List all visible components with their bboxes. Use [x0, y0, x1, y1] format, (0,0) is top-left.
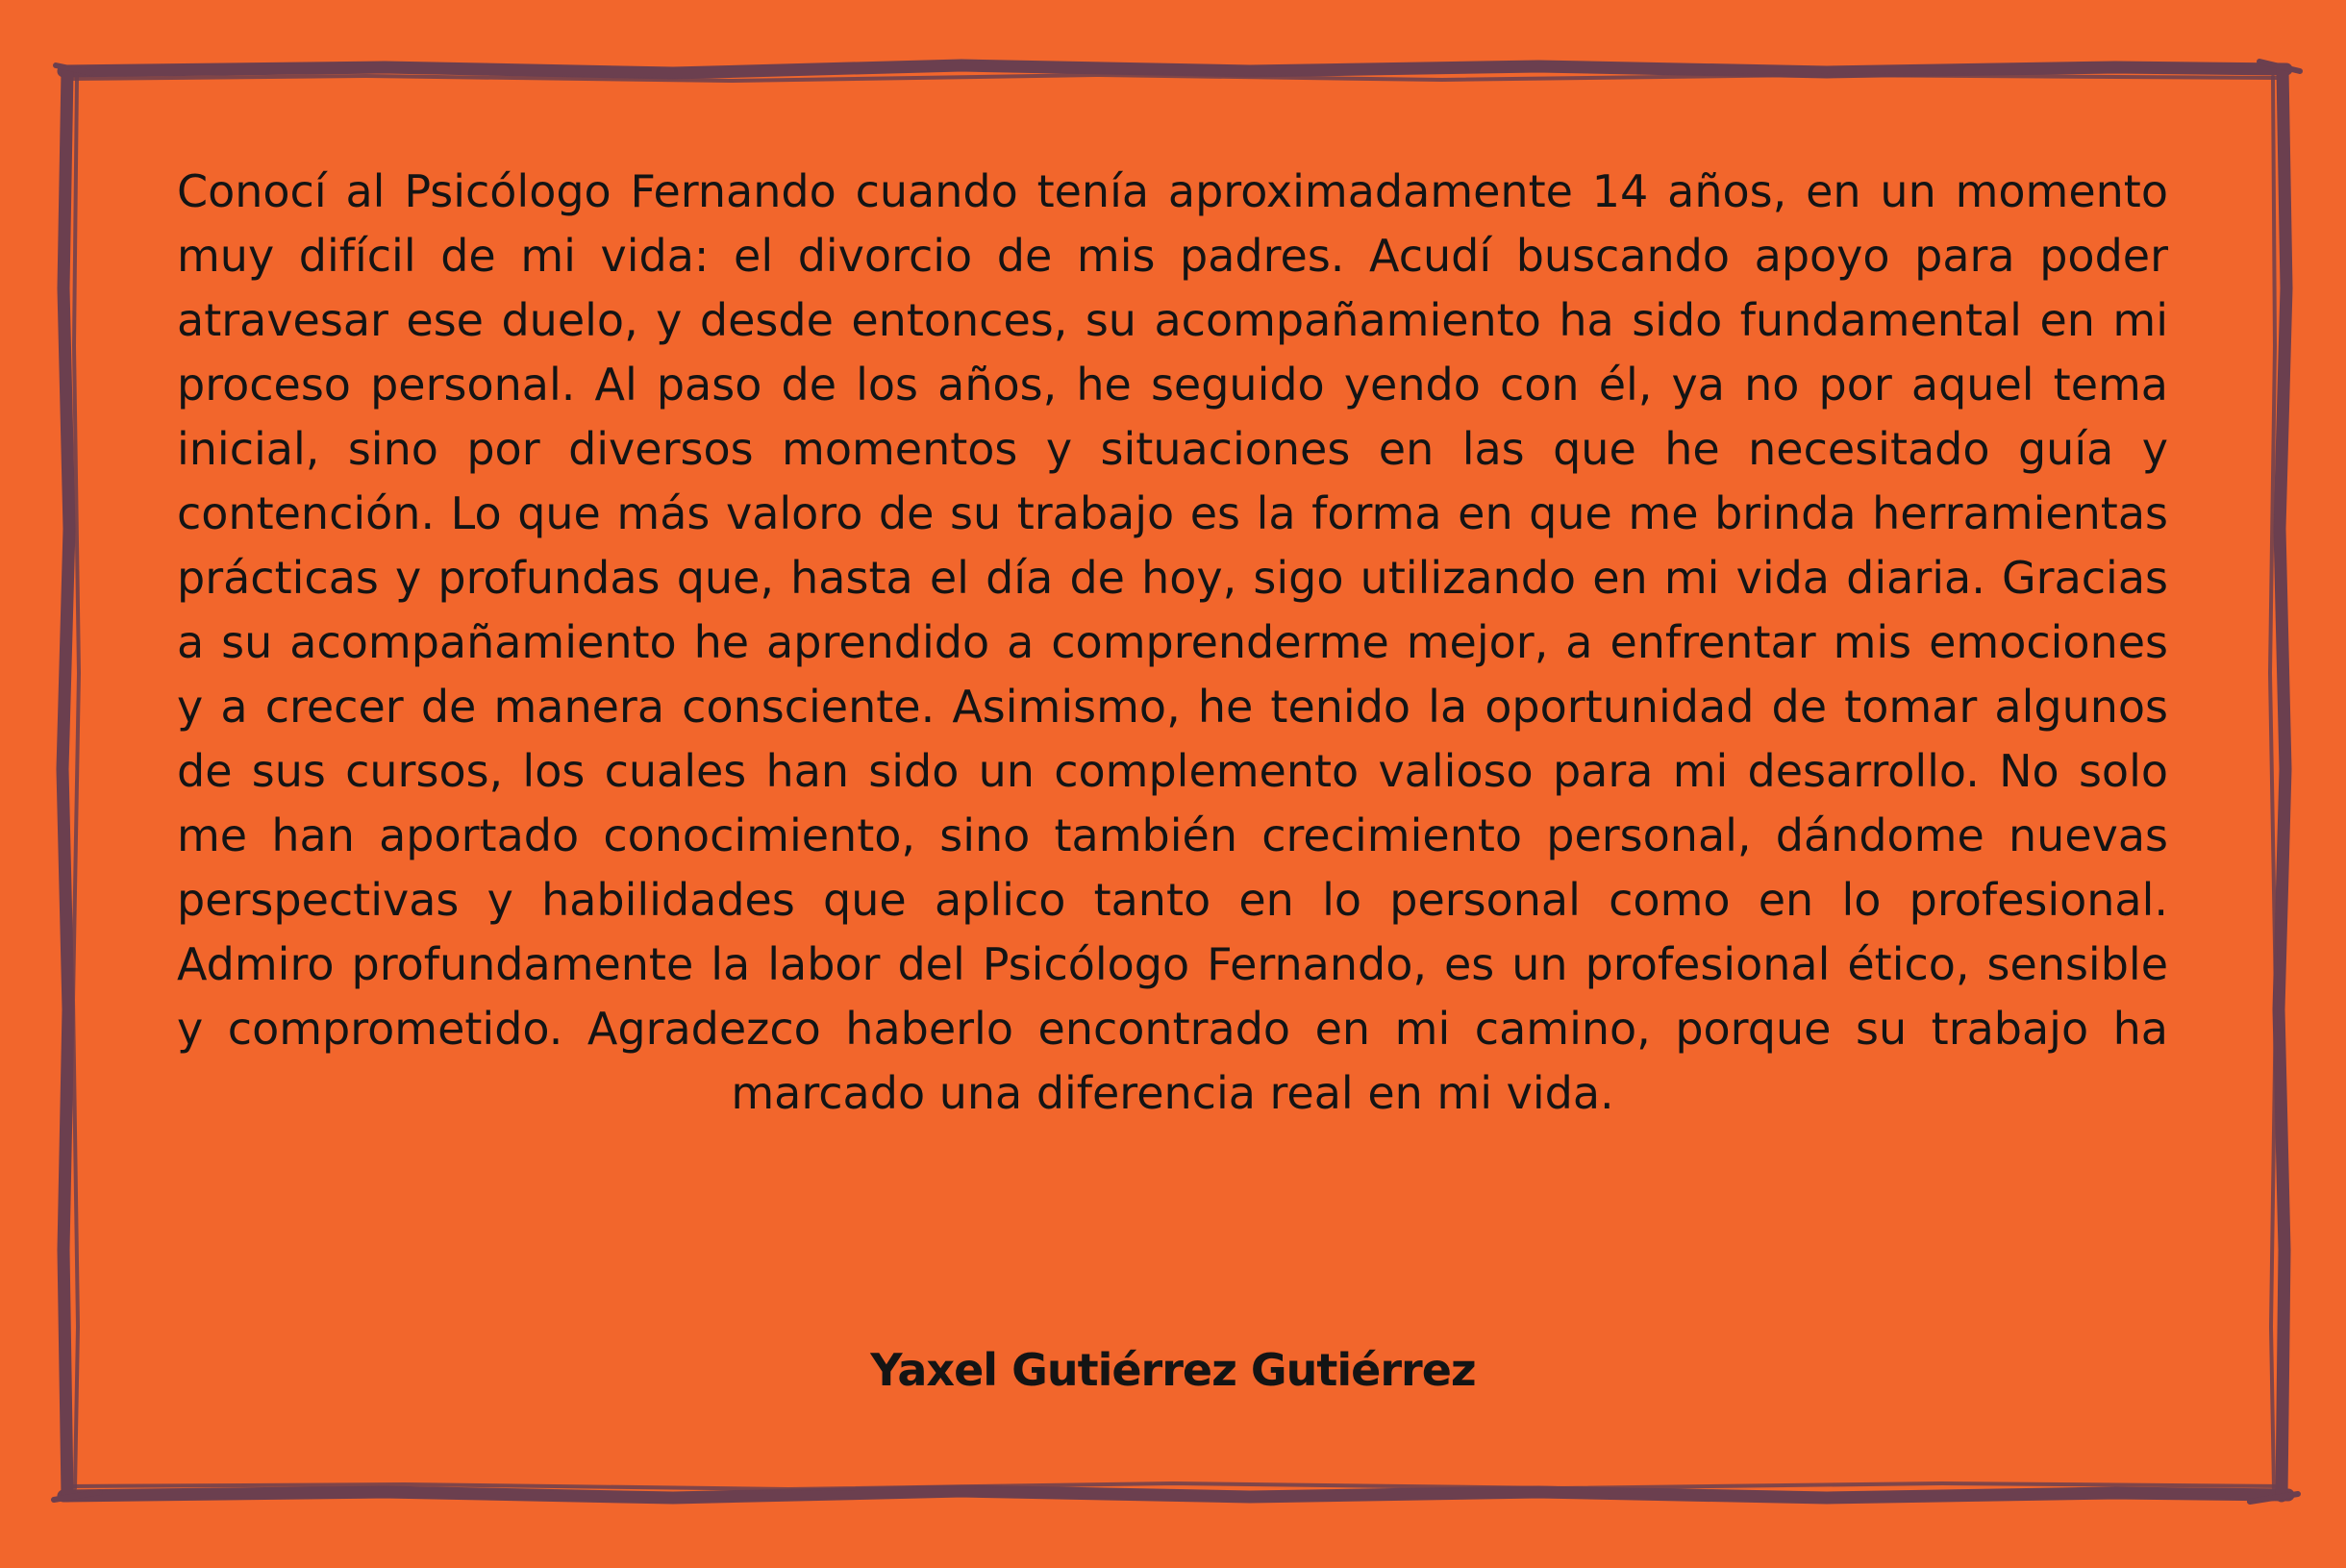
- testimonial-text: Conocí al Psicólogo Fernando cuando tenía aproximadamente 14 años, en un momento muy difícil de mi vida: el divorcio de mis padres. Acudí buscando apoyo para poder atravesar ese duelo, y desde entonces, su acompañamiento ha sido fundamental en mi proceso personal. Al paso de los años, he seguido yendo con él, ya no por aquel tema inicial, sino por diversos momentos y situaciones en las que he necesitado guía y contención. Lo que más valoro de su trabajo es la forma en que me brinda herramientas prácticas y profundas que, hasta el día de hoy, sigo utilizando en mi vida diaria. Gracias a su acompañamiento he aprendido a comprenderme mejor, a enfrentar mis emociones y a crecer de manera consciente. Asimismo, he tenido la oportunidad de tomar algunos de sus cursos, los cuales han sido un complemento valioso para mi desarrollo. No solo me han aportado conocimiento, sino también crecimiento personal, dándome nuevas perspectivas y habilidades que aplico tanto en lo personal como en lo profesional. Admiro profundamente la labor del Psicólogo Fernando, es un profesional ético, sensible y comprometido. Agradezco haberlo encontrado en mi camino, porque su trabajo ha marcado una diferencia real en mi vida.: [177, 165, 2168, 1119]
- author-name: Yaxel Gutiérrez Gutiérrez: [870, 1344, 1476, 1396]
